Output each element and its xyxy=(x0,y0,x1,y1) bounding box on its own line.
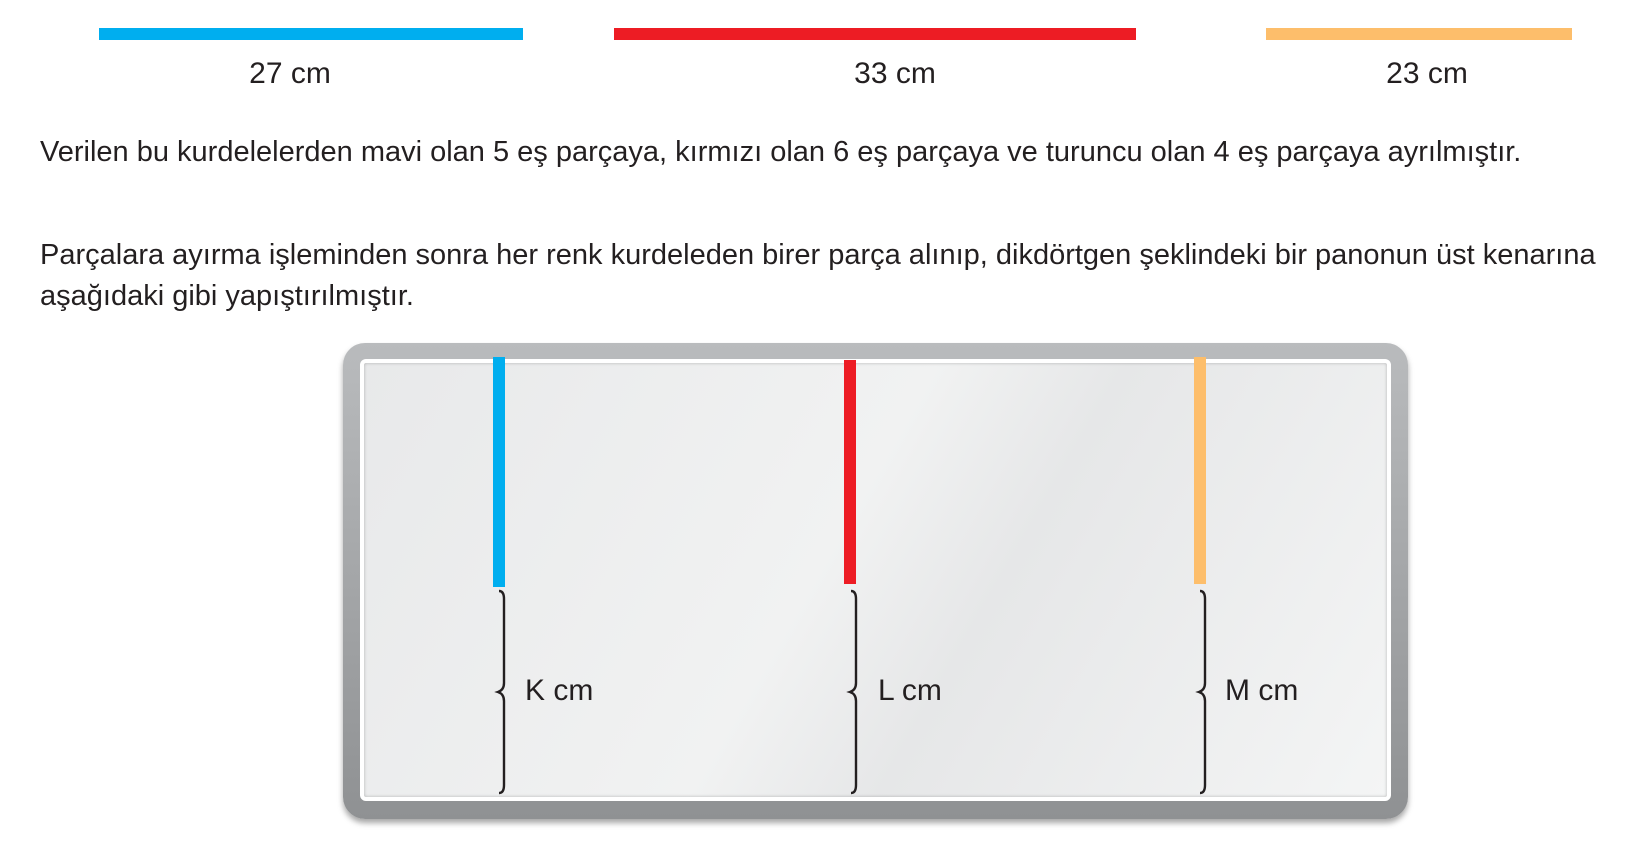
orange-ribbon xyxy=(1266,28,1572,40)
board-surface xyxy=(360,359,1391,801)
blue-ribbon xyxy=(99,28,523,40)
blue-piece-label: K cm xyxy=(525,674,594,707)
red-ribbon xyxy=(614,28,1136,40)
orange-piece xyxy=(1194,357,1206,584)
blue-ribbon-length: 27 cm xyxy=(249,57,331,90)
red-piece-label: L cm xyxy=(878,674,942,707)
red-ribbon-length: 33 cm xyxy=(854,57,936,90)
red-piece xyxy=(844,360,856,584)
red-piece-brace xyxy=(841,587,865,797)
orange-ribbon-length: 23 cm xyxy=(1386,57,1468,90)
orange-piece-brace xyxy=(1190,587,1214,797)
problem-paragraph-1: Verilen bu kurdelelerden mavi olan 5 eş parçaya, kırmızı olan 6 eş parçaya ve turuncu olan 4 eş parçaya ayrılmıştır. xyxy=(40,136,1522,168)
blue-piece xyxy=(493,357,505,587)
blue-piece-brace xyxy=(489,587,513,797)
orange-piece-label: M cm xyxy=(1225,674,1299,707)
problem-paragraph-2: Parçalara ayırma işleminden sonra her renk kurdeleden birer parça alınıp, dikdörtgen şeklindeki bir panonun üst kenarına aşağıdaki gibi yapıştırılmıştır. xyxy=(40,239,1596,312)
